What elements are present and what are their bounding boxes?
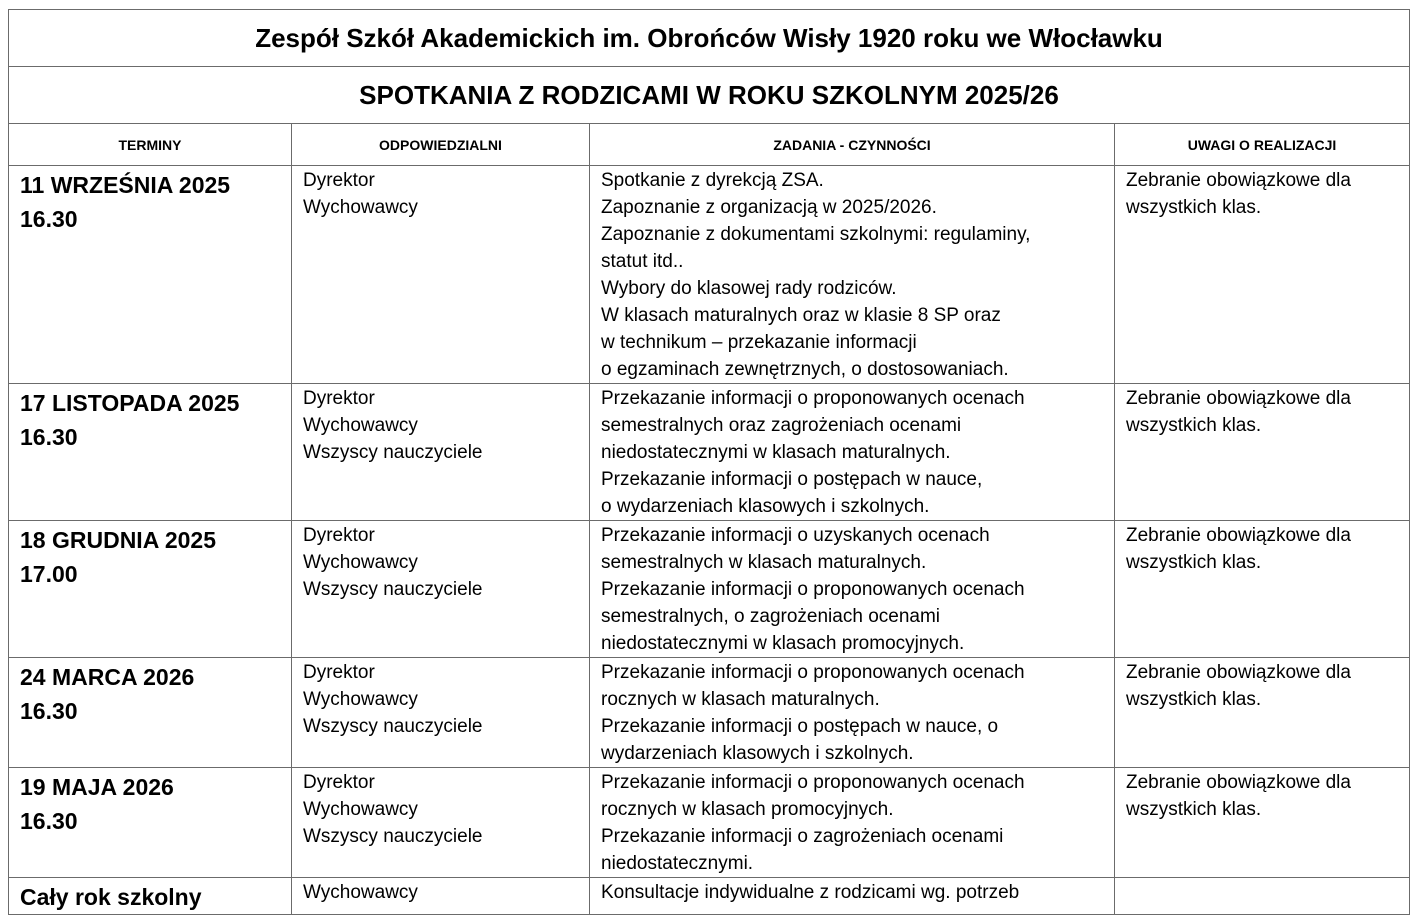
date-cell — [9, 878, 292, 915]
notes-cell-content — [1115, 166, 1409, 221]
task-line: niedostatecznymi w klasach maturalnych. — [601, 442, 951, 463]
column-header-uwagi: UWAGI O REALIZACJI — [1115, 124, 1410, 166]
responsible-cell — [292, 521, 590, 658]
task-line: Przekazanie informacji o proponowanych ocenach — [601, 772, 1025, 793]
task-line: o wydarzeniach klasowych i szkolnych. — [601, 496, 930, 517]
task-line: Przekazanie informacji o proponowanych ocenach — [601, 579, 1025, 600]
task-line: Przekazanie informacji o proponowanych ocenach — [601, 662, 1025, 683]
task-line: semestralnych w klasach maturalnych. — [601, 552, 927, 573]
responsible-line: Wszyscy nauczyciele — [303, 716, 483, 737]
responsible-cell-content — [292, 878, 589, 906]
responsible-cell-content — [292, 384, 589, 466]
task-line: Wybory do klasowej rady rodziców. — [601, 278, 897, 299]
responsible-cell-content — [292, 768, 589, 850]
table-row — [9, 521, 1410, 658]
responsible-line: Wychowawcy — [303, 799, 418, 820]
tasks-cell — [590, 384, 1115, 521]
tasks-cell-content — [590, 521, 1114, 657]
tasks-cell-content — [590, 166, 1114, 383]
column-header-zadania: ZADANIA - CZYNNOŚCI — [590, 124, 1115, 166]
page-title: SPOTKANIA Z RODZICAMI W ROKU SZKOLNYM 2025/26 — [9, 67, 1410, 124]
table-row — [9, 166, 1410, 384]
notes-cell — [1115, 878, 1410, 915]
tasks-cell-content — [590, 658, 1114, 767]
task-line: niedostatecznymi. — [601, 853, 754, 874]
date-cell — [9, 521, 292, 658]
task-line: statut itd.. — [601, 251, 684, 272]
responsible-line: Wszyscy nauczyciele — [303, 826, 483, 847]
task-line: Przekazanie informacji o postępach w nauce, o — [601, 716, 999, 737]
table-row — [9, 658, 1410, 768]
tasks-cell — [590, 166, 1115, 384]
date-cell-content — [9, 521, 291, 591]
task-line: Przekazanie informacji o proponowanych ocenach — [601, 388, 1025, 409]
tasks-cell — [590, 658, 1115, 768]
task-line: o egzaminach zewnętrznych, o dostosowaniach. — [601, 359, 1009, 380]
tasks-cell-content — [590, 384, 1114, 520]
task-line: rocznych w klasach promocyjnych. — [601, 799, 894, 820]
tasks-cell — [590, 878, 1115, 915]
task-line: semestralnych, o zagrożeniach ocenami — [601, 606, 941, 627]
responsible-line: Wszyscy nauczyciele — [303, 579, 483, 600]
tasks-cell — [590, 521, 1115, 658]
date-cell — [9, 166, 292, 384]
task-line: Przekazanie informacji o postępach w nauce, — [601, 469, 983, 490]
responsible-line: Wszyscy nauczyciele — [303, 442, 483, 463]
date-cell-content — [9, 166, 291, 236]
date-cell — [9, 768, 292, 878]
note-line: Zebranie obowiązkowe dla — [1126, 170, 1351, 191]
task-line: Zapoznanie z dokumentami szkolnymi: regulaminy, — [601, 224, 1031, 245]
tasks-cell-content — [590, 768, 1114, 877]
date-line: 17 LISTOPADA 2025 — [20, 390, 240, 416]
date-cell-content — [9, 768, 291, 838]
responsible-cell — [292, 166, 590, 384]
task-line: Przekazanie informacji o zagrożeniach ocenami — [601, 826, 1004, 847]
date-line: 16.30 — [20, 808, 78, 834]
table-row — [9, 768, 1410, 878]
date-line: 24 MARCA 2026 — [20, 664, 195, 690]
task-line: W klasach maturalnych oraz w klasie 8 SP oraz — [601, 305, 1001, 326]
date-line: 19 MAJA 2026 — [20, 774, 174, 800]
title-row — [9, 10, 1410, 67]
responsible-cell — [292, 878, 590, 915]
responsible-line: Wychowawcy — [303, 415, 418, 436]
note-line: wszystkich klas. — [1126, 689, 1262, 710]
column-header-row — [9, 124, 1410, 166]
note-line: Zebranie obowiązkowe dla — [1126, 525, 1351, 546]
responsible-cell — [292, 658, 590, 768]
task-line: w technikum – przekazanie informacji — [601, 332, 917, 353]
meetings-table — [8, 9, 1410, 915]
date-cell-content — [9, 658, 291, 728]
task-line: Spotkanie z dyrekcją ZSA. — [601, 170, 824, 191]
date-line: 16.30 — [20, 206, 78, 232]
table-row — [9, 878, 1410, 915]
date-line: 16.30 — [20, 698, 78, 724]
responsible-line: Wychowawcy — [303, 197, 418, 218]
note-line: wszystkich klas. — [1126, 552, 1262, 573]
responsible-cell — [292, 384, 590, 521]
responsible-line: Dyrektor — [303, 170, 375, 191]
responsible-line: Dyrektor — [303, 525, 375, 546]
responsible-line: Dyrektor — [303, 388, 375, 409]
task-line: wydarzeniach klasowych i szkolnych. — [601, 743, 914, 764]
responsible-cell-content — [292, 658, 589, 740]
note-line: wszystkich klas. — [1126, 197, 1262, 218]
notes-cell — [1115, 521, 1410, 658]
note-line: wszystkich klas. — [1126, 415, 1262, 436]
date-cell-content — [9, 384, 291, 454]
task-line: semestralnych oraz zagrożeniach ocenami — [601, 415, 962, 436]
notes-cell-content — [1115, 768, 1409, 823]
date-line: 17.00 — [20, 561, 78, 587]
heading-row — [9, 67, 1410, 124]
column-header-odpowiedzialni: ODPOWIEDZIALNI — [292, 124, 590, 166]
task-line: Zapoznanie z organizacją w 2025/2026. — [601, 197, 937, 218]
date-cell — [9, 658, 292, 768]
responsible-line: Wychowawcy — [303, 882, 418, 903]
responsible-cell-content — [292, 166, 589, 221]
notes-cell — [1115, 768, 1410, 878]
task-line: Przekazanie informacji o uzyskanych ocenach — [601, 525, 990, 546]
column-header-terminy: TERMINY — [9, 124, 292, 166]
task-line: niedostatecznymi w klasach promocyjnych. — [601, 633, 965, 654]
date-cell — [9, 384, 292, 521]
notes-cell — [1115, 384, 1410, 521]
tasks-cell-content — [590, 878, 1114, 906]
note-line: wszystkich klas. — [1126, 799, 1262, 820]
note-line: Zebranie obowiązkowe dla — [1126, 388, 1351, 409]
note-line: Zebranie obowiązkowe dla — [1126, 662, 1351, 683]
responsible-cell — [292, 768, 590, 878]
tasks-cell — [590, 768, 1115, 878]
responsible-line: Wychowawcy — [303, 689, 418, 710]
notes-cell-content — [1115, 878, 1409, 879]
notes-cell-content — [1115, 521, 1409, 576]
responsible-cell-content — [292, 521, 589, 603]
notes-cell — [1115, 658, 1410, 768]
notes-cell-content — [1115, 384, 1409, 439]
date-line: Cały rok szkolny — [20, 884, 202, 910]
school-name: Zespół Szkół Akademickich im. Obrońców Wisły 1920 roku we Włocławku — [9, 10, 1410, 67]
date-line: 18 GRUDNIA 2025 — [20, 527, 217, 553]
date-cell-content — [9, 878, 291, 914]
responsible-line: Dyrektor — [303, 662, 375, 683]
date-line: 11 WRZEŚNIA 2025 — [20, 172, 231, 198]
note-line: Zebranie obowiązkowe dla — [1126, 772, 1351, 793]
notes-cell — [1115, 166, 1410, 384]
responsible-line: Wychowawcy — [303, 552, 418, 573]
table-row — [9, 384, 1410, 521]
notes-cell-content — [1115, 658, 1409, 713]
date-line: 16.30 — [20, 424, 78, 450]
task-line: Konsultacje indywidualne z rodzicami wg. potrzeb — [601, 882, 1020, 903]
responsible-line: Dyrektor — [303, 772, 375, 793]
task-line: rocznych w klasach maturalnych. — [601, 689, 880, 710]
